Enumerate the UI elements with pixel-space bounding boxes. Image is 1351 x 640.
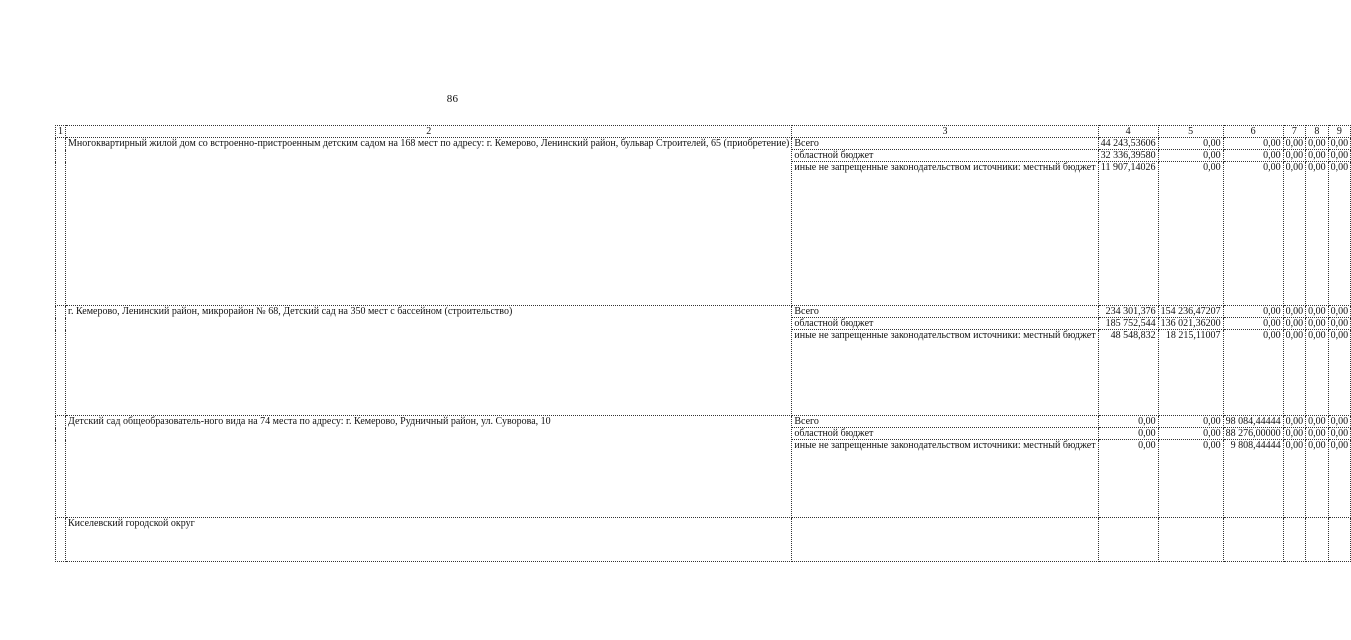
- value-cell: 0,00: [1328, 138, 1351, 150]
- value-cell: 0,00: [1306, 428, 1329, 440]
- value-cell: 18 215,11007: [1158, 330, 1223, 416]
- value-cell: 136 021,36200: [1158, 318, 1223, 330]
- empty-cell: [1098, 518, 1158, 562]
- value-cell: 88 276,00000: [1223, 428, 1283, 440]
- value-cell: 154 236,47207: [1158, 306, 1223, 318]
- column-header: 8: [1306, 126, 1329, 138]
- value-cell: 0,00: [1158, 162, 1223, 306]
- value-cell: 0,00: [1223, 330, 1283, 416]
- funding-source-label: областной бюджет: [792, 318, 1098, 330]
- value-cell: 0,00: [1098, 428, 1158, 440]
- value-cell: 0,00: [1158, 428, 1223, 440]
- table-row: [56, 518, 1351, 562]
- object-name: г. Кемерово, Ленинский район, микрорайон № 68, Детский сад на 350 мест с бассейном (строительство): [66, 306, 792, 416]
- value-cell: 0,00: [1223, 318, 1283, 330]
- value-cell: 0,00: [1306, 318, 1329, 330]
- value-cell: 0,00: [1283, 162, 1306, 306]
- funding-source-label: иные не запрещенные законодательством источники: местный бюджет: [792, 440, 1098, 518]
- empty-cell: [1283, 518, 1306, 562]
- value-cell: 0,00: [1283, 416, 1306, 428]
- value-cell: 185 752,544: [1098, 318, 1158, 330]
- value-cell: 0,00: [1306, 150, 1329, 162]
- value-cell: 0,00: [1283, 440, 1306, 518]
- funding-source-label: Всего: [792, 306, 1098, 318]
- column-header: 9: [1328, 126, 1351, 138]
- value-cell: 0,00: [1283, 306, 1306, 318]
- empty-cell: [1306, 518, 1329, 562]
- value-cell: 0,00: [1158, 416, 1223, 428]
- value-cell: 98 084,44444: [1223, 416, 1283, 428]
- value-cell: 0,00: [1306, 330, 1329, 416]
- index-cell: [56, 416, 66, 518]
- value-cell: 9 808,44444: [1223, 440, 1283, 518]
- funding-source-label: иные не запрещенные законодательством источники: местный бюджет: [792, 330, 1098, 416]
- value-cell: 0,00: [1328, 440, 1351, 518]
- value-cell: 0,00: [1306, 416, 1329, 428]
- value-cell: 0,00: [1328, 416, 1351, 428]
- funding-source-label: областной бюджет: [792, 150, 1098, 162]
- value-cell: 0,00: [1223, 138, 1283, 150]
- value-cell: 0,00: [1283, 428, 1306, 440]
- value-cell: 0,00: [1098, 416, 1158, 428]
- object-name: Детский сад общеобразователь-ного вида на 74 места по адресу: г. Кемерово, Рудничный район, ул. Суворова, 10: [66, 416, 792, 518]
- column-header: 4: [1098, 126, 1158, 138]
- value-cell: 0,00: [1306, 440, 1329, 518]
- value-cell: 0,00: [1328, 150, 1351, 162]
- budget-table: [55, 125, 1351, 562]
- value-cell: 0,00: [1328, 162, 1351, 306]
- column-header: 3: [792, 126, 1098, 138]
- header-row: [56, 126, 1351, 138]
- empty-cell: [1223, 518, 1283, 562]
- table-row: [56, 416, 1351, 428]
- value-cell: 11 907,14026: [1098, 162, 1158, 306]
- value-cell: 234 301,376: [1098, 306, 1158, 318]
- value-cell: 0,00: [1306, 306, 1329, 318]
- value-cell: 0,00: [1158, 150, 1223, 162]
- value-cell: 0,00: [1306, 138, 1329, 150]
- column-header: 1: [56, 126, 66, 138]
- empty-cell: [1158, 518, 1223, 562]
- index-cell: [56, 306, 66, 416]
- object-name: Киселевский городской округ: [66, 518, 792, 562]
- value-cell: 0,00: [1158, 440, 1223, 518]
- value-cell: 32 336,39580: [1098, 150, 1158, 162]
- funding-source-label: иные не запрещенные законодательством источники: местный бюджет: [792, 162, 1098, 306]
- value-cell: 44 243,53606: [1098, 138, 1158, 150]
- value-cell: 0,00: [1098, 440, 1158, 518]
- value-cell: 0,00: [1283, 330, 1306, 416]
- table-row: [56, 138, 1351, 150]
- funding-source-label: Всего: [792, 416, 1098, 428]
- table-row: [56, 306, 1351, 318]
- value-cell: 0,00: [1158, 138, 1223, 150]
- value-cell: 0,00: [1283, 318, 1306, 330]
- object-name: Многоквартирный жилой дом со встроенно-пристроенным детским садом на 168 мест по адресу: г. Кемерово, Ленинский район, бульвар Строителей, 65 (приобретение): [66, 138, 792, 306]
- value-cell: 0,00: [1223, 150, 1283, 162]
- value-cell: 0,00: [1223, 306, 1283, 318]
- value-cell: 0,00: [1306, 162, 1329, 306]
- index-cell: [56, 518, 66, 562]
- empty-cell: [1328, 518, 1351, 562]
- value-cell: 0,00: [1283, 138, 1306, 150]
- value-cell: 0,00: [1283, 150, 1306, 162]
- value-cell: 0,00: [1328, 306, 1351, 318]
- value-cell: 0,00: [1223, 162, 1283, 306]
- funding-source-label: Всего: [792, 138, 1098, 150]
- value-cell: 0,00: [1328, 428, 1351, 440]
- value-cell: 0,00: [1328, 330, 1351, 416]
- value-cell: 48 548,832: [1098, 330, 1158, 416]
- page-number: 86: [446, 93, 459, 105]
- column-header: 2: [66, 126, 792, 138]
- column-header: 5: [1158, 126, 1223, 138]
- empty-cell: [792, 518, 1098, 562]
- funding-source-label: областной бюджет: [792, 428, 1098, 440]
- column-header: 7: [1283, 126, 1306, 138]
- index-cell: [56, 138, 66, 306]
- column-header: 6: [1223, 126, 1283, 138]
- value-cell: 0,00: [1328, 318, 1351, 330]
